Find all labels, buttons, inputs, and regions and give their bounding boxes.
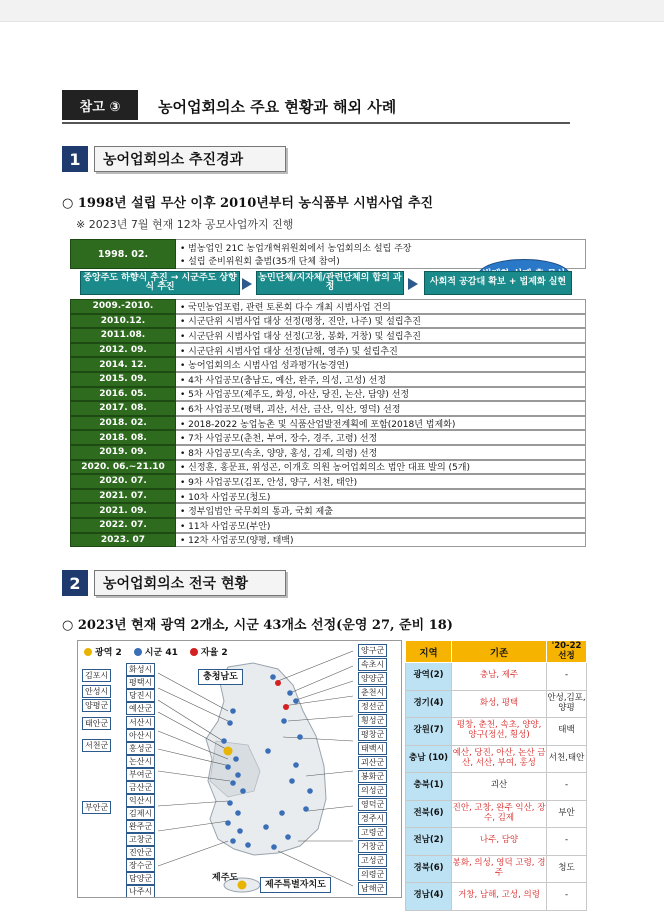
section-2-number: 2	[62, 570, 88, 596]
table-row: 전북(6) 진안, 고창, 완주 익산, 장수, 김제 부안	[406, 800, 587, 828]
province-label-jeju-island: 제주도	[212, 873, 239, 883]
table-row: 경기(4) 화성, 평택 안성,김포, 양평	[406, 690, 587, 718]
table-row: 경남(4) 거창, 남해, 고성, 의령 -	[406, 883, 587, 911]
timeline-row: 2011.08. • 시군단위 시범사업 대상 선정(고창, 봉화, 거창) 및 설립추진	[70, 328, 586, 343]
map-label: 양양군	[358, 672, 387, 685]
timeline-row: 2019. 09. • 8차 사업공모(속초, 양양, 홍성, 김제, 의령) 선정	[70, 445, 586, 460]
province-label-chungnam: 충청남도	[198, 669, 243, 685]
map-label: 고성군	[358, 854, 387, 867]
map-label: 금산군	[126, 781, 155, 794]
regional-status-table	[405, 640, 587, 911]
table-row: 강원(7) 평창, 춘천, 속초, 양양, 양구(정선, 횡성) 태백	[406, 718, 587, 746]
timeline-row: 2018. 08. • 7차 사업공모(춘천, 부여, 장수, 경주, 고령) 선정	[70, 430, 586, 445]
reference-tag: 참고 ③	[62, 90, 138, 120]
legend-item: 자율 2	[190, 645, 228, 658]
map-label: 괴산군	[358, 756, 387, 769]
top-band	[0, 0, 664, 22]
section-2-bullet: ○ 2023년 현재 광역 2개소, 시군 43개소 선정(운영 27, 준비 18)	[62, 618, 453, 633]
map-label: 홍성군	[126, 742, 155, 755]
map-label: 고창군	[126, 833, 155, 846]
timeline-rows	[70, 299, 586, 547]
section-1-number: 1	[62, 146, 88, 172]
section-2-title: 농어업회의소 전국 현황	[94, 570, 286, 596]
map-label: 속초시	[358, 658, 387, 671]
table-header-row	[406, 641, 587, 663]
section-1-title: 농어업회의소 추진경과	[94, 146, 286, 172]
table-row: 전남(2) 나주, 담양 -	[406, 828, 587, 856]
map-label: 양구군	[358, 644, 387, 657]
header-existing: 기존	[452, 641, 547, 663]
map-label: 정선군	[358, 700, 387, 713]
table-row: 경북(6) 봉화, 의성, 영덕 고령, 경주 청도	[406, 855, 587, 883]
map-label: 의성군	[358, 784, 387, 797]
map-label: 태백시	[358, 742, 387, 755]
map-label: 횡성군	[358, 714, 387, 727]
map-label: 서산시	[126, 716, 155, 729]
timeline-row: 2010.12. • 시군단위 시범사업 대상 선정(평창, 진안, 나주) 및 설립추진	[70, 314, 586, 329]
section-1-bullet: ○ 1998년 설립 무산 이후 2010년부터 농식품부 시범사업 추진	[62, 196, 434, 211]
map-label: 진안군	[126, 846, 155, 859]
timeline-row: 2015. 09. • 4차 사업공모(충남도, 예산, 완주, 의성, 고성) 선정	[70, 372, 586, 387]
map-label: 부안군	[82, 801, 111, 814]
legend-item: 광역 2	[84, 645, 122, 658]
timeline-row: 2021. 09. • 정부입법안 국무회의 통과, 국회 제출	[70, 503, 586, 518]
map-label: 당진시	[126, 689, 155, 702]
map-label: 완주군	[126, 820, 155, 833]
phase-box-2: 농민단체/지자체/관련단체의 합의 과정	[256, 271, 404, 295]
phase-box-3: 사회적 공감대 확보 + 법제화 실현	[424, 271, 572, 295]
timeline-row: 2016. 05. • 5차 사업공모(제주도, 화성, 아산, 당진, 논산, 담양) 선정	[70, 387, 586, 402]
map-label: 영덕군	[358, 798, 387, 811]
map-label: 담양군	[126, 872, 155, 885]
map-label: 춘천시	[358, 686, 387, 699]
map-label: 화성시	[126, 663, 155, 676]
timeline-row: 2012. 09. • 시군단위 시범사업 대상 선정(남해, 영주) 및 설립추진	[70, 343, 586, 358]
table-row: 광역(2) 충남, 제주 -	[406, 663, 587, 691]
map-label: 예산군	[126, 702, 155, 715]
header-selected: '20-22 선정	[547, 641, 587, 663]
timeline-phase-row	[70, 269, 586, 299]
timeline-row: 2014. 12. • 농어업회의소 시범사업 성과평가(농경연)	[70, 357, 586, 372]
map-label: 평창군	[358, 728, 387, 741]
map-label: 익산시	[126, 794, 155, 807]
timeline-row: 2020. 06.~21.10 • 신정훈, 홍문표, 위성곤, 이개호 의원 농어업회의소 법안 대표 발의 (5개)	[70, 460, 586, 475]
map-label: 나주시	[126, 885, 155, 898]
map-label: 양평군	[82, 699, 111, 712]
timeline-row: 2017. 08. • 6차 사업공모(평택, 괴산, 서산, 금산, 익산, 영덕) 선정	[70, 401, 586, 416]
phase-box-1: 중앙주도 하향식 추진 → 시군주도 상향식 추진	[80, 271, 240, 295]
korea-map	[77, 640, 402, 898]
timeline-row: 2022. 07. • 11차 사업공모(부안)	[70, 518, 586, 533]
table-row: 충남 (10) 예산, 당진, 아산, 논산 금산, 서산, 부여, 홍성 서천,태안	[406, 745, 587, 773]
section-1-note: ※ 2023년 7월 현재 12차 공모사업까지 진행	[76, 218, 294, 231]
province-label-jeju: 제주특별자치도	[260, 877, 331, 893]
timeline-row: 2009.-2010. • 국민농업포럼, 관련 토론회 다수 개최 시범사업 건의	[70, 299, 586, 314]
map-label: 경주시	[358, 812, 387, 825]
map-label: 거창군	[358, 840, 387, 853]
table-row: 충북(1) 괴산 -	[406, 773, 587, 801]
timeline-row: 2023. 07 • 12차 사업공모(양평, 태백)	[70, 533, 586, 548]
map-label: 고령군	[358, 826, 387, 839]
map-label: 태안군	[82, 717, 111, 730]
map-label: 봉화군	[358, 770, 387, 783]
timeline-first-date: 1998. 02.	[70, 239, 176, 269]
map-label: 서천군	[82, 739, 111, 752]
arrow-right-icon	[408, 278, 418, 290]
timeline	[70, 239, 586, 547]
map-label: 장수군	[126, 859, 155, 872]
map-label: 아산시	[126, 729, 155, 742]
timeline-row: 2021. 07. • 10차 사업공모(청도)	[70, 489, 586, 504]
timeline-row: 2018. 02. • 2018-2022 농업농촌 및 식품산업발전계획에 포함(2018년 법제화)	[70, 416, 586, 431]
reference-header	[62, 88, 570, 124]
arrow-right-icon	[242, 278, 252, 290]
map-label: 남해군	[358, 882, 387, 895]
map-label: 안성시	[82, 685, 111, 698]
map-label: 평택시	[126, 676, 155, 689]
map-label: 논산시	[126, 755, 155, 768]
map-label: 김제시	[126, 807, 155, 820]
map-label: 김포시	[82, 669, 111, 682]
legend-item: 시군 41	[134, 645, 178, 658]
timeline-first-desc: • 범농업인 21C 농업개혁위원회에서 농업회의소 설립 주장 • 설립 준비위원회 출범(35개 단체 참여)	[176, 239, 586, 269]
timeline-row: 2020. 07. • 9차 사업공모(김포, 안성, 양구, 서천, 태안)	[70, 474, 586, 489]
map-label: 부여군	[126, 768, 155, 781]
header-region: 지역	[406, 641, 452, 663]
map-label: 의령군	[358, 868, 387, 881]
reference-title: 농어업회의소 주요 현황과 해외 사례	[158, 98, 397, 116]
